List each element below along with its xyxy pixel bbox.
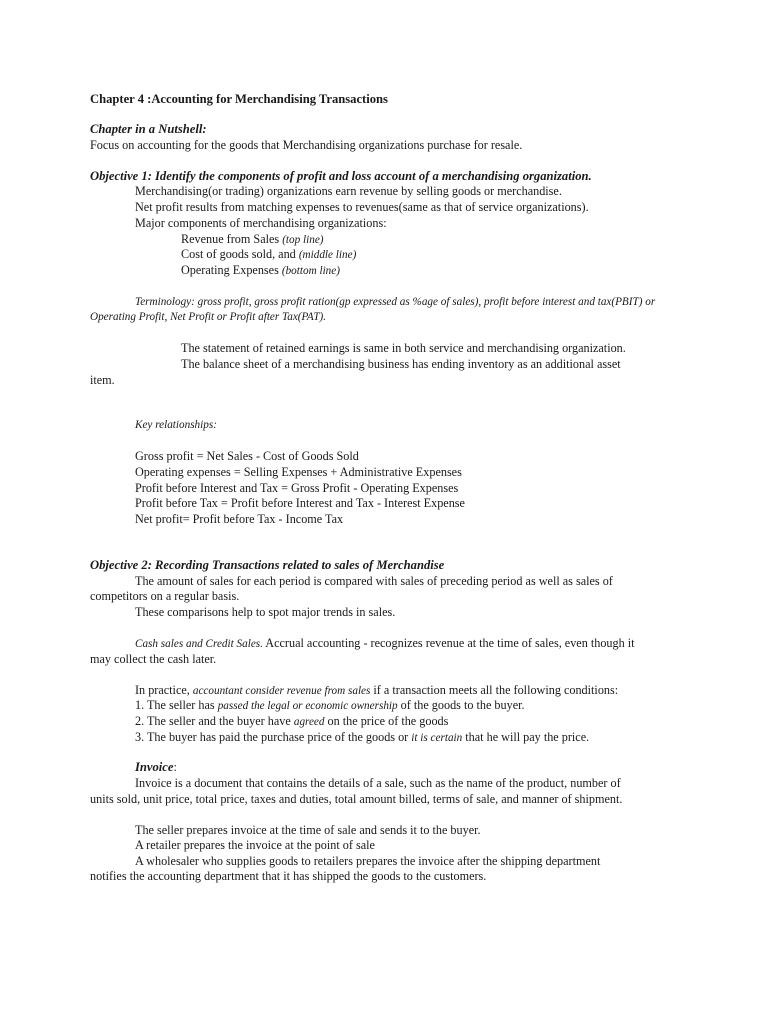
relationship-item: Net profit= Profit before Tax - Income Tax — [135, 512, 344, 526]
objective1-line1: Merchandising(or trading) organizations earn revenue by selling goods or merchandise. — [135, 184, 562, 198]
component-item — [181, 246, 356, 263]
condition-text: 2. The seller and the buyer have — [135, 714, 294, 728]
component-item — [181, 262, 340, 279]
terminology-line2: Operating Profit, Net Profit or Profit after Tax(PAT). — [90, 311, 327, 323]
component-text: Cost of goods sold, and — [181, 247, 299, 261]
condition-text-post: that he will pay the price. — [462, 730, 590, 744]
balance-sheet-line1: The balance sheet of a merchandising business has ending inventory as an additional asset — [181, 357, 621, 371]
component-text: Revenue from Sales — [181, 232, 283, 246]
objective2-heading: Objective 2: Recording Transactions related to sales of Merchandise — [90, 558, 445, 572]
component-note: (middle line) — [298, 249, 357, 261]
condition-text: 3. The buyer has paid the purchase price of the goods or — [135, 730, 412, 744]
practice-italic: accountant consider revenue from sales — [192, 685, 371, 697]
objective2-amount-line2: competitors on a regular basis. — [90, 589, 240, 603]
relationship-item: Operating expenses = Selling Expenses + Administrative Expenses — [135, 465, 462, 479]
practice-text-post: if a transaction meets all the following conditions: — [370, 683, 619, 697]
condition-italic: it is certain — [411, 732, 463, 744]
objective1-line2: Net profit results from matching expenses to revenues(same as that of service organizations). — [135, 200, 589, 214]
cash-sales-term: Cash sales and Credit Sales. — [135, 638, 263, 650]
cash-sales-line2: may collect the cash later. — [90, 652, 217, 666]
objective1-line3: Major components of merchandising organizations: — [135, 216, 387, 230]
invoice-line-c2: notifies the accounting department that it has shipped the goods to the customers. — [90, 869, 487, 883]
condition-italic: agreed — [293, 716, 325, 728]
invoice-heading-text: Invoice — [135, 760, 174, 774]
condition-item — [135, 713, 448, 730]
practice-text: In practice, — [135, 683, 193, 697]
condition-italic: passed the legal or economic ownership — [217, 700, 398, 712]
condition-item — [135, 697, 525, 714]
condition-text-post: of the goods to the buyer. — [397, 698, 525, 712]
invoice-heading-colon: : — [173, 760, 177, 774]
invoice-line-b: A retailer prepares the invoice at the point of sale — [135, 838, 375, 852]
key-relationships-heading: Key relationships: — [135, 419, 217, 431]
objective2-comparisons: These comparisons help to spot major trends in sales. — [135, 605, 396, 619]
condition-text: 1. The seller has — [135, 698, 218, 712]
terminology-line1: Terminology: gross profit, gross profit ration(gp expressed as %age of sales), profit before interest and tax(PBIT) or — [135, 296, 656, 308]
condition-item — [135, 729, 589, 746]
objective2-amount-line1: The amount of sales for each period is compared with sales of preceding period as well as sales of — [135, 574, 613, 588]
invoice-def-line2: units sold, unit price, total price, taxes and duties, total amount billed, terms of sale, and manner of shipment. — [90, 792, 623, 806]
component-note: (top line) — [282, 234, 324, 246]
cash-sales-line1 — [135, 635, 635, 652]
relationship-item: Gross profit = Net Sales - Cost of Goods Sold — [135, 449, 359, 463]
relationship-item: Profit before Tax = Profit before Interest and Tax - Interest Expense — [135, 496, 465, 510]
balance-sheet-line2: item. — [90, 373, 115, 387]
invoice-def-line1: Invoice is a document that contains the details of a sale, such as the name of the product, number of — [135, 776, 621, 790]
objective1-heading: Objective 1: Identify the components of profit and loss account of a merchandising organization. — [90, 169, 592, 183]
component-text: Operating Expenses — [181, 263, 282, 277]
component-note: (bottom line) — [281, 265, 340, 277]
relationship-item: Profit before Interest and Tax = Gross Profit - Operating Expenses — [135, 481, 459, 495]
invoice-heading — [135, 759, 177, 775]
retained-earnings-line: The statement of retained earnings is same in both service and merchandising organization. — [181, 341, 626, 355]
cash-sales-text: Accrual accounting - recognizes revenue at the time of sales, even though it — [262, 636, 635, 650]
nutshell-text: Focus on accounting for the goods that Merchandising organizations purchase for resale. — [90, 138, 523, 152]
chapter-title: Chapter 4 :Accounting for Merchandising Transactions — [90, 92, 388, 106]
invoice-line-a: The seller prepares invoice at the time of sale and sends it to the buyer. — [135, 823, 481, 837]
nutshell-heading: Chapter in a Nutshell: — [90, 122, 207, 136]
invoice-line-c1: A wholesaler who supplies goods to retailers prepares the invoice after the shipping department — [135, 854, 601, 868]
condition-text-post: on the price of the goods — [324, 714, 449, 728]
